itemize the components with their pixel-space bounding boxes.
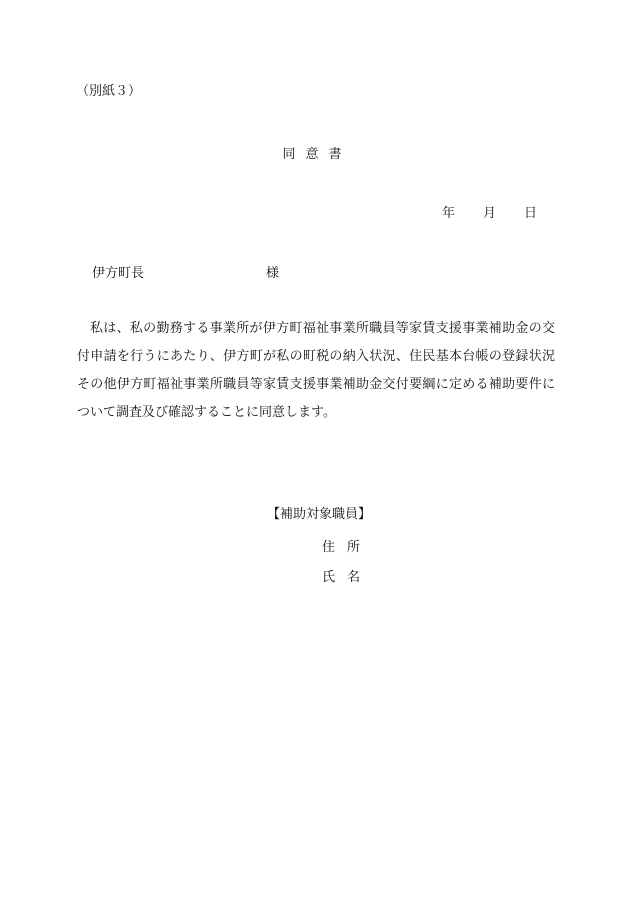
consent-body-text: 私は、私の勤務する事業所が伊方町福祉事業所職員等家賃支援事業補助金の交付申請を行うにあたり、伊方町が私の町税の納入状況、住民基本台帳の登録状況その他伊方町福祉事業所職員等家賃支援事業補助金交付要綱に定める補助要件について調査及び確認することに同意します。 [77,321,555,420]
addressee-honorific: 様 [266,266,280,281]
addressee-name: 伊方町長 [92,266,145,281]
address-label: 住所 [322,540,373,555]
day-label: 日 [523,206,537,221]
year-label: 年 [441,206,455,221]
attachment-label: （別紙３） [76,84,142,99]
signer-heading: 【補助対象職員】 [267,507,372,522]
addressee-line [92,262,279,281]
name-label: 氏名 [322,570,373,585]
date-line [442,202,537,221]
month-label: 月 [482,206,496,221]
document-title: 同意書 [282,147,352,162]
